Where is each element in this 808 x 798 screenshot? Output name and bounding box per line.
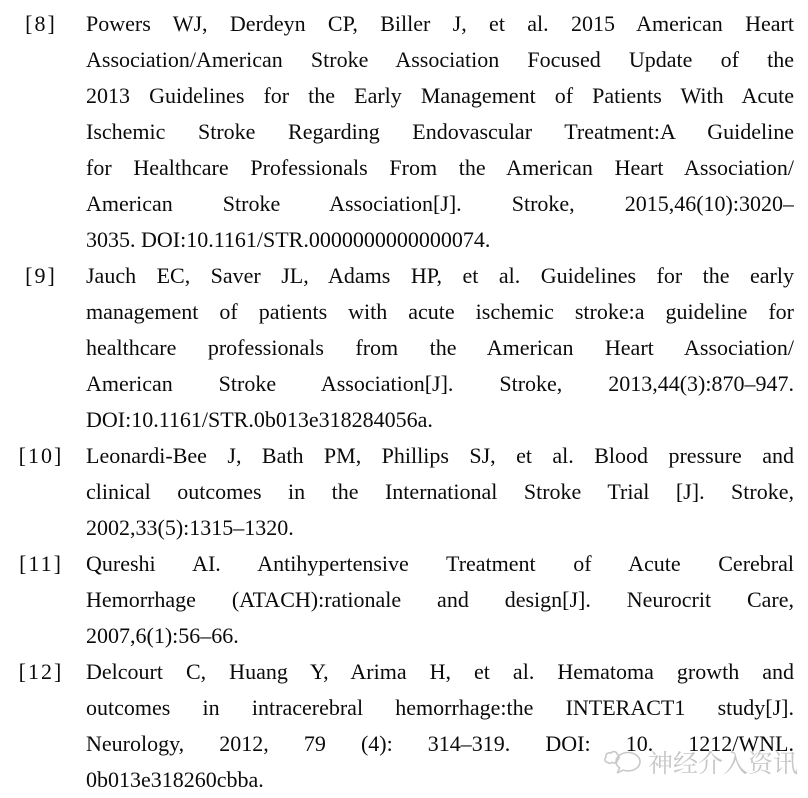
reference-line: 3035. DOI:10.1161/STR.0000000000000074. [86,227,491,252]
reference-line: 2007,6(1):56–66. [86,623,239,648]
reference-line: DOI:10.1161/STR.0b013e318284056a. [86,407,433,432]
reference-line: for Healthcare Professionals From the American Heart Association/ [86,155,794,180]
reference-line: healthcare professionals from the American Heart Association/ [86,335,794,360]
reference-item-8 [0,6,808,258]
reference-number: [8] [25,11,57,36]
reference-line: outcomes in intracerebral hemorrhage:the INTERACT1 study[J]. [86,695,794,720]
brain-speech-bubble-icon [601,748,643,780]
reference-line: American Stroke Association[J]. Stroke, 2015,46(10):3020– [86,191,794,216]
reference-line: Ischemic Stroke Regarding Endovascular Treatment:A Guideline [86,119,794,144]
reference-line: Powers WJ, Derdeyn CP, Biller J, et al. 2015 American Heart [86,11,794,36]
reference-line: management of patients with acute ischemic stroke:a guideline for [86,299,794,324]
reference-line: American Stroke Association[J]. Stroke, 2013,44(3):870–947. [86,371,794,396]
reference-line: Hemorrhage (ATACH):rationale and design[J]. Neurocrit Care, [86,587,794,612]
reference-line: clinical outcomes in the International Stroke Trial [J]. Stroke, [86,479,794,504]
reference-number: [9] [25,263,57,288]
reference-line: Qureshi AI. Antihypertensive Treatment of Acute Cerebral [86,551,794,576]
reference-line: 2013 Guidelines for the Early Management of Patients With Acute [86,83,794,108]
reference-item-11 [0,546,808,654]
reference-item-9 [0,258,808,438]
reference-number: [11] [19,551,63,576]
reference-number: [12] [18,659,64,684]
reference-line: Delcourt C, Huang Y, Arima H, et al. Hematoma growth and [86,659,794,684]
watermark [601,748,798,780]
watermark-text: 神经介入资讯 [647,749,798,778]
reference-number: [10] [18,443,64,468]
reference-line: Neurology, 2012, 79 (4): 314–319. DOI: 10. 1212/WNL. [86,731,794,756]
reference-line: Jauch EC, Saver JL, Adams HP, et al. Guidelines for the early [86,263,794,288]
reference-line: Leonardi-Bee J, Bath PM, Phillips SJ, et al. Blood pressure and [86,443,794,468]
reference-line: Association/American Stroke Association Focused Update of the [86,47,794,72]
reference-item-10 [0,438,808,546]
reference-line: 0b013e318260cbba. [86,767,264,792]
reference-line: 2002,33(5):1315–1320. [86,515,294,540]
